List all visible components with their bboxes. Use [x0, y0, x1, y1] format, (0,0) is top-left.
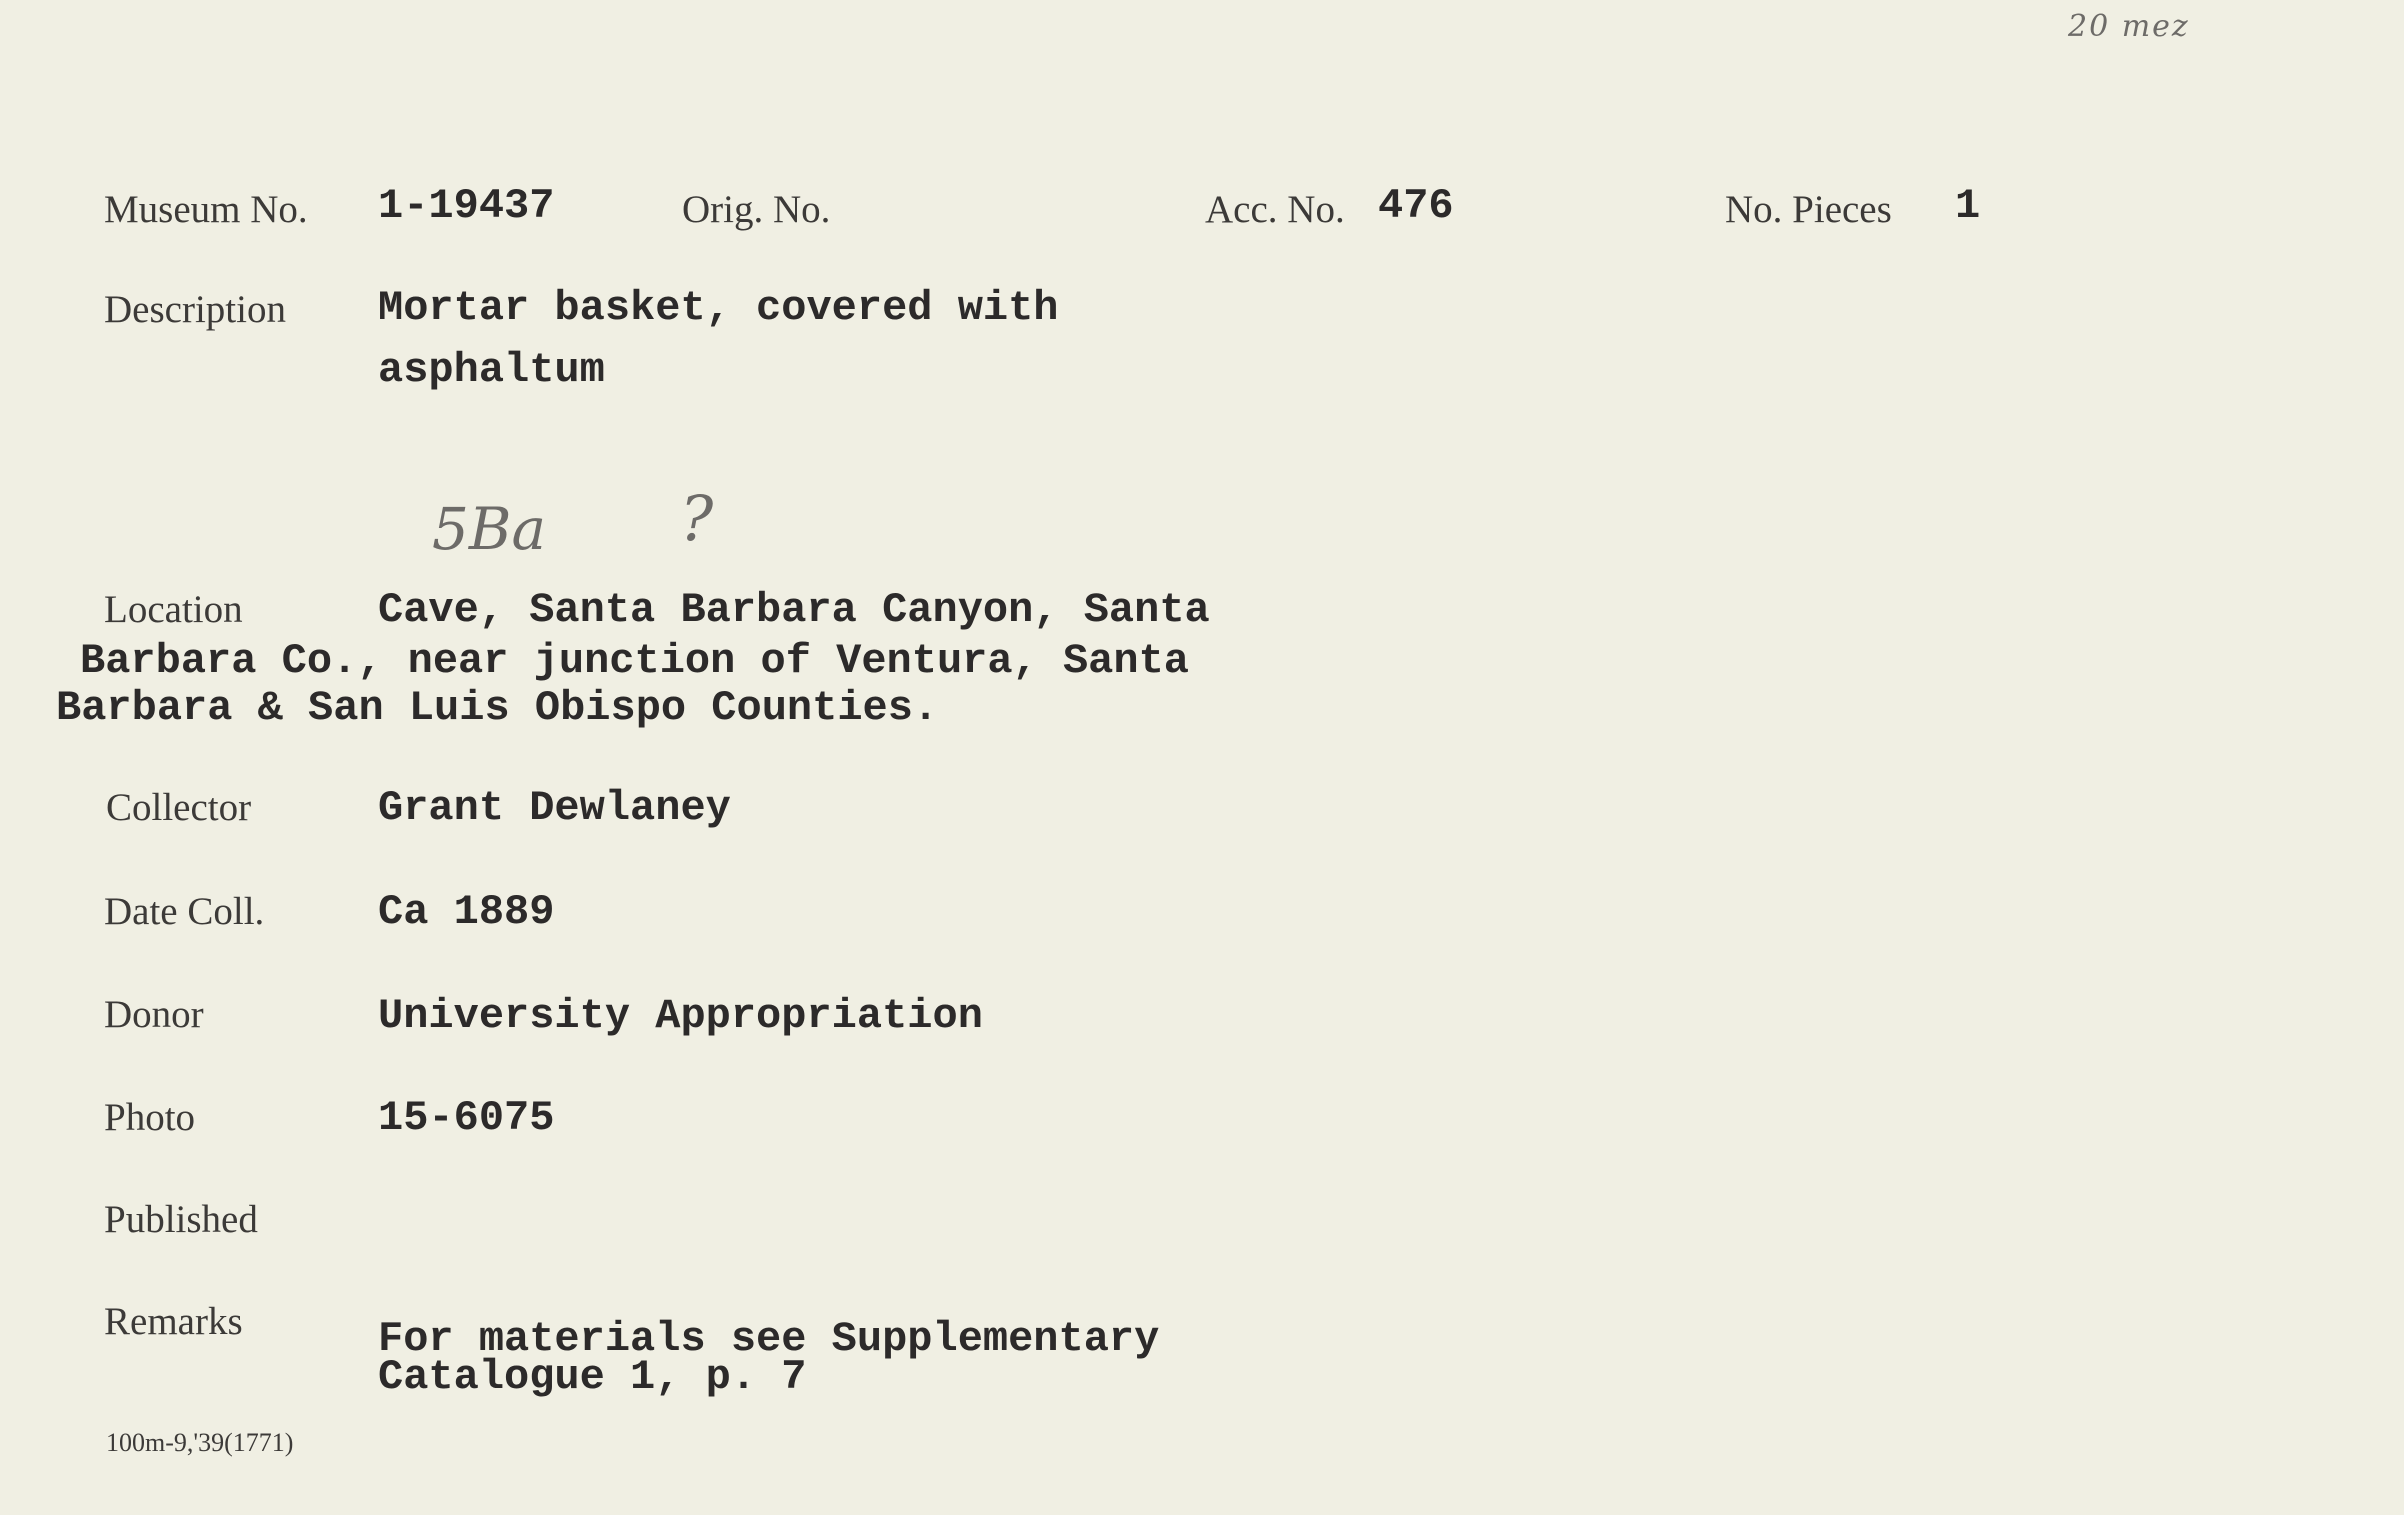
handwritten-site-code: 5Ba	[432, 495, 547, 563]
date-coll-value: Ca 1889	[378, 888, 555, 936]
museum-no-value: 1-19437	[378, 182, 555, 230]
no-pieces-value: 1	[1955, 182, 1981, 230]
no-pieces-label: No. Pieces	[1725, 188, 1892, 231]
handwritten-question-mark: ?	[680, 482, 714, 555]
orig-no-label: Orig. No.	[682, 188, 831, 231]
acc-no-value: 476	[1378, 182, 1454, 230]
museum-no-label: Museum No.	[104, 188, 308, 231]
remarks-line-2: Catalogue 1, p. 7	[378, 1353, 807, 1401]
photo-value: 15-6075	[378, 1094, 555, 1142]
description-line-2: asphaltum	[378, 346, 605, 394]
donor-label: Donor	[104, 993, 204, 1036]
photo-label: Photo	[104, 1096, 196, 1139]
description-line-1: Mortar basket, covered with	[378, 284, 1059, 332]
collector-value: Grant Dewlaney	[378, 784, 731, 832]
description-label: Description	[104, 288, 286, 331]
date-coll-label: Date Coll.	[104, 890, 265, 933]
remarks-line-1: For materials see Supplementary	[378, 1315, 1160, 1363]
collector-label: Collector	[106, 786, 252, 829]
location-line-2: Barbara Co., near junction of Ventura, Santa	[80, 637, 1189, 685]
acc-no-label: Acc. No.	[1205, 188, 1345, 231]
published-label: Published	[104, 1198, 258, 1241]
location-line-3: Barbara & San Luis Obispo Counties.	[56, 684, 939, 732]
location-label: Location	[104, 588, 243, 631]
form-number: 100m-9,'39(1771)	[106, 1428, 294, 1457]
location-line-1: Cave, Santa Barbara Canyon, Santa	[378, 586, 1210, 634]
remarks-label: Remarks	[104, 1300, 243, 1343]
corner-note: 20 mez	[2068, 9, 2190, 44]
donor-value: University Appropriation	[378, 992, 983, 1040]
